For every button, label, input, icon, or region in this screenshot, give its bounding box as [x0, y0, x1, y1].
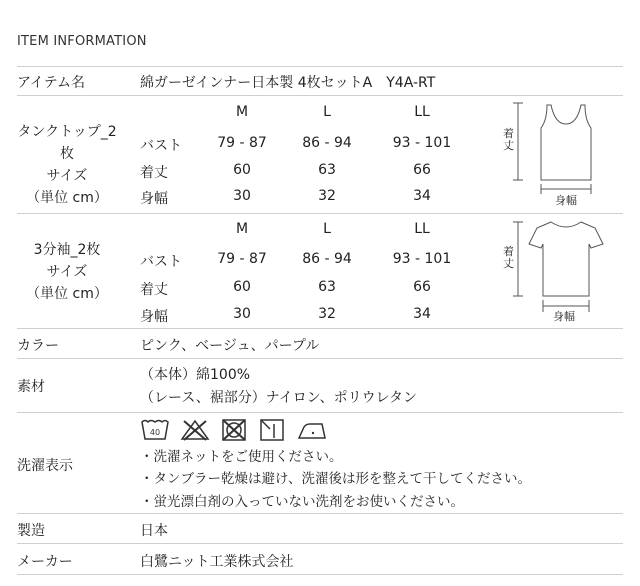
- sleeve-width-m: 30: [233, 306, 251, 322]
- divider: [17, 412, 623, 413]
- sleeve-col-m: M: [235, 221, 249, 237]
- divider: [17, 574, 623, 575]
- tanktop-length-label: 着丈: [503, 128, 517, 152]
- made-in-label: 製造: [17, 523, 45, 539]
- sleeve-length-ll: 66: [413, 279, 431, 295]
- sleeve-width-l: 32: [318, 306, 336, 322]
- sleeve-col-ll: LL: [414, 221, 430, 237]
- care-note-2: ・タンブラー乾燥は避け、洗濯後は形を整えて干してください。: [140, 471, 531, 487]
- sleeve-bust-m: 79 - 87: [217, 251, 267, 267]
- sleeve-length-label: 着丈: [503, 246, 517, 270]
- tanktop-bust-l: 86 - 94: [302, 135, 352, 151]
- material-line-2: （レース、裾部分）ナイロン、ポリウレタン: [140, 390, 418, 406]
- divider: [17, 543, 623, 544]
- divider: [17, 66, 623, 67]
- sleeve-row-length-label: 着丈: [140, 282, 168, 298]
- iron-icon: [296, 418, 328, 442]
- sleeve-size-label: 3分袖_2枚 サイズ （単位 cm）: [26, 242, 108, 302]
- tanktop-bust-m: 79 - 87: [217, 135, 267, 151]
- maker-label: メーカー: [17, 554, 73, 570]
- no-bleach-icon: [180, 418, 210, 442]
- sleeve-col-l: L: [323, 221, 331, 237]
- tanktop-length-ll: 66: [413, 162, 431, 178]
- divider: [17, 513, 623, 514]
- tanktop-bust-ll: 93 - 101: [392, 135, 452, 151]
- tanktop-row-bust-label: バスト: [140, 138, 182, 154]
- tanktop-col-ll: LL: [414, 104, 430, 120]
- divider: [17, 213, 623, 214]
- care-label: 洗濯表示: [17, 458, 73, 474]
- material-label: 素材: [17, 379, 45, 395]
- sleeve-width-ll: 34: [413, 306, 431, 322]
- tanktop-col-m: M: [235, 104, 249, 120]
- care-note-3: ・蛍光漂白剤の入っていない洗剤をお使いください。: [140, 494, 464, 510]
- material-line-1: （本体）綿100%: [140, 367, 251, 383]
- line-dry-shade-icon: [258, 418, 286, 442]
- divider: [17, 358, 623, 359]
- sleeve-bust-ll: 93 - 101: [392, 251, 452, 267]
- no-tumble-dry-icon: [220, 418, 248, 442]
- sleeve-row-bust-label: バスト: [140, 254, 182, 270]
- section-heading: ITEM INFORMATION: [17, 34, 147, 49]
- tanktop-size-label: タンクトップ_2枚 サイズ （単位 cm）: [17, 124, 117, 206]
- tanktop-length-l: 63: [318, 162, 336, 178]
- svg-text:40: 40: [149, 428, 161, 437]
- item-name-value: 綿ガーゼインナー日本製 4枚セットA Y4A-RT: [140, 75, 436, 91]
- sleeve-length-l: 63: [318, 279, 336, 295]
- wash-40-icon: [140, 418, 170, 442]
- tanktop-width-l: 32: [318, 188, 336, 204]
- tanktop-width-ll: 34: [413, 188, 431, 204]
- divider: [17, 95, 623, 96]
- tanktop-width-label: 身幅: [555, 194, 577, 207]
- sleeve-diagram: [505, 218, 615, 326]
- maker-value: 白鷺ニット工業株式会社: [140, 554, 294, 570]
- care-note-1: ・洗濯ネットをご使用ください。: [140, 449, 343, 465]
- sleeve-bust-l: 86 - 94: [302, 251, 352, 267]
- tanktop-diagram: [505, 100, 615, 210]
- made-in-value: 日本: [140, 523, 168, 539]
- color-label: カラー: [17, 338, 59, 354]
- sleeve-length-m: 60: [233, 279, 251, 295]
- tanktop-row-width-label: 身幅: [140, 191, 168, 207]
- tanktop-row-length-label: 着丈: [140, 165, 168, 181]
- care-symbols: [140, 418, 328, 442]
- tanktop-col-l: L: [323, 104, 331, 120]
- tanktop-length-m: 60: [233, 162, 251, 178]
- divider: [17, 328, 623, 329]
- sleeve-width-label: 身幅: [553, 310, 575, 323]
- color-value: ピンク、ベージュ、パープル: [140, 338, 320, 354]
- sleeve-row-width-label: 身幅: [140, 309, 168, 325]
- item-name-label: アイテム名: [17, 75, 86, 91]
- tanktop-width-m: 30: [233, 188, 251, 204]
